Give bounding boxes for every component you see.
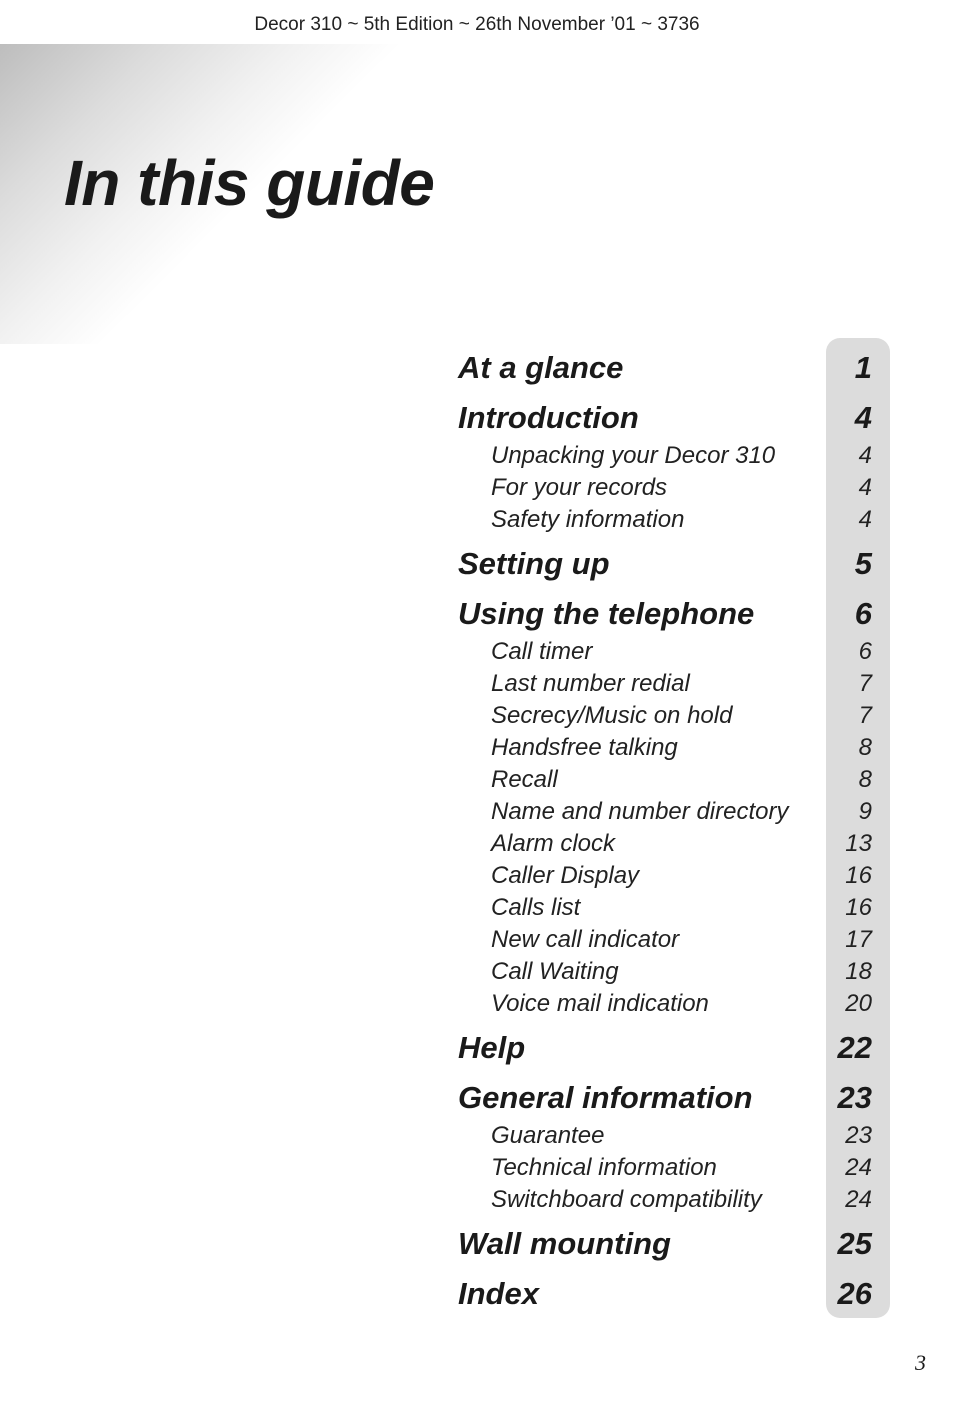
- toc-section[interactable]: [458, 542, 872, 586]
- toc-subsection-title: Secrecy/Music on hold: [491, 702, 733, 729]
- toc-subsection-page: 16: [845, 894, 872, 921]
- toc-subsection-page: 24: [845, 1154, 872, 1181]
- toc-section-title: Setting up: [458, 546, 610, 581]
- toc-subsection[interactable]: [458, 472, 872, 504]
- toc-subsection-page: 23: [845, 1122, 872, 1149]
- toc-subsection[interactable]: [458, 828, 872, 860]
- toc-subsection-page: 9: [858, 798, 872, 825]
- toc-subsection[interactable]: [458, 924, 872, 956]
- toc-subsection[interactable]: [458, 440, 872, 472]
- toc-section-title: Wall mounting: [458, 1226, 671, 1261]
- toc-section[interactable]: [458, 1272, 872, 1316]
- toc-subsection[interactable]: [458, 668, 872, 700]
- toc-subsection-title: Name and number directory: [491, 798, 789, 825]
- toc-subsection-title: Call Waiting: [491, 958, 619, 985]
- toc-subsection-title: For your records: [491, 474, 668, 501]
- toc-section-page: 6: [854, 596, 872, 631]
- toc-section-title: At a glance: [458, 350, 624, 385]
- toc-subsection-title: Caller Display: [491, 862, 640, 889]
- toc-subsection-page: 8: [858, 734, 872, 761]
- toc-subsection-page: 4: [858, 506, 872, 533]
- toc-subsection-title: Recall: [491, 766, 558, 793]
- toc-subsection-page: 24: [845, 1186, 872, 1213]
- toc-subsection[interactable]: [458, 700, 872, 732]
- toc-subsection-page: 4: [858, 474, 872, 501]
- toc-subsection[interactable]: [458, 988, 872, 1020]
- toc-subsection-page: 7: [858, 670, 872, 697]
- toc-section-title: Introduction: [458, 400, 639, 435]
- toc-subsection-page: 6: [858, 638, 872, 665]
- toc-subsection[interactable]: [458, 1120, 872, 1152]
- toc-subsection-page: 16: [845, 862, 872, 889]
- toc-subsection[interactable]: [458, 636, 872, 668]
- toc-section-page: 1: [854, 350, 872, 385]
- toc-section-page: 26: [837, 1276, 872, 1311]
- toc-section-page: 5: [854, 546, 872, 581]
- toc-subsection-page: 20: [845, 990, 872, 1017]
- toc-section[interactable]: [458, 1026, 872, 1070]
- toc-subsection-page: 7: [858, 702, 872, 729]
- toc-subsection-page: 4: [858, 442, 872, 469]
- toc-subsection[interactable]: [458, 860, 872, 892]
- toc-section-title: General information: [458, 1080, 753, 1115]
- toc-subsection[interactable]: [458, 796, 872, 828]
- toc-section-page: 25: [837, 1226, 872, 1261]
- toc-subsection-title: Unpacking your Decor 310: [491, 442, 776, 469]
- toc-section-title: Index: [458, 1276, 539, 1311]
- toc-subsection-page: 13: [845, 830, 872, 857]
- toc-section[interactable]: [458, 592, 872, 636]
- toc-subsection[interactable]: [458, 732, 872, 764]
- page-number: 3: [915, 1350, 926, 1375]
- page-title: In this guide: [64, 147, 435, 219]
- toc-section[interactable]: [458, 1076, 872, 1120]
- toc-subsection[interactable]: [458, 1152, 872, 1184]
- toc-subsection-title: Guarantee: [491, 1122, 605, 1149]
- toc-subsection-page: 17: [845, 926, 872, 953]
- toc-subsection[interactable]: [458, 1184, 872, 1216]
- toc-subsection-title: Safety information: [491, 506, 685, 533]
- toc-section-page: 22: [837, 1030, 872, 1065]
- toc-subsection-page: 8: [858, 766, 872, 793]
- toc-subsection-title: New call indicator: [491, 926, 680, 953]
- toc-subsection[interactable]: [458, 956, 872, 988]
- toc-section-title: Help: [458, 1030, 526, 1065]
- toc-section[interactable]: [458, 346, 872, 390]
- toc-subsection[interactable]: [458, 764, 872, 796]
- table-of-contents: [458, 346, 872, 1316]
- toc-subsection-title: Alarm clock: [491, 830, 616, 857]
- toc-section[interactable]: [458, 396, 872, 440]
- toc-subsection-title: Technical information: [491, 1154, 717, 1181]
- toc-section-page: 4: [854, 400, 872, 435]
- toc-subsection-page: 18: [845, 958, 872, 985]
- toc-section[interactable]: [458, 1222, 872, 1266]
- toc-subsection-title: Voice mail indication: [491, 990, 709, 1017]
- toc-subsection-title: Switchboard compatibility: [491, 1186, 762, 1213]
- running-header: Decor 310 ~ 5th Edition ~ 26th November ’01 ~ 3736: [254, 14, 700, 35]
- toc-subsection-title: Last number redial: [491, 670, 690, 697]
- toc-section-title: Using the telephone: [458, 596, 755, 631]
- toc-subsection-title: Call timer: [491, 638, 593, 665]
- toc-subsection[interactable]: [458, 504, 872, 536]
- toc-subsection-title: Handsfree talking: [491, 734, 678, 761]
- toc-section-page: 23: [837, 1080, 872, 1115]
- toc-subsection[interactable]: [458, 892, 872, 924]
- toc-subsection-title: Calls list: [491, 894, 581, 921]
